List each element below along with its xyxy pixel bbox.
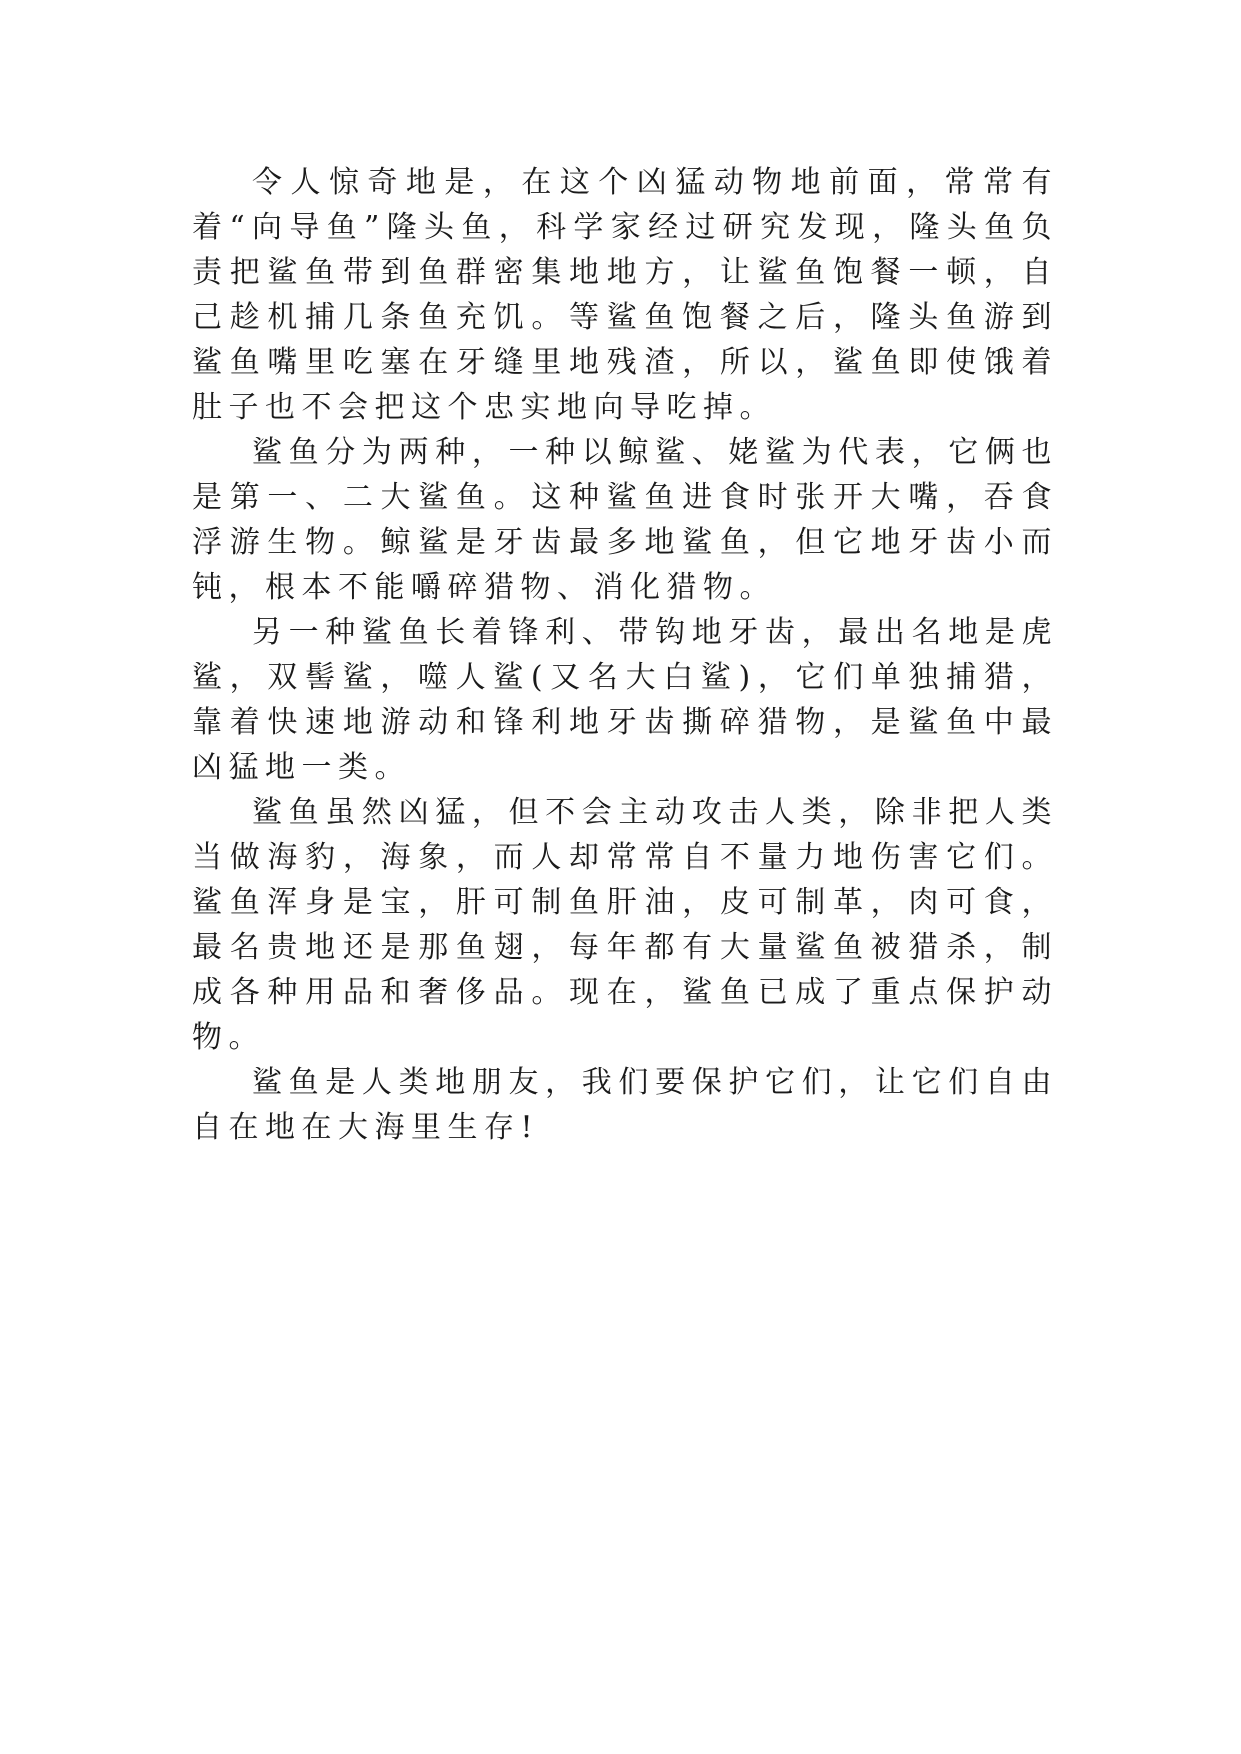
paragraph-shark-types: 鲨鱼分为两种，一种以鲸鲨、姥鲨为代表，它俩也是第一、二大鲨鱼。这种鲨鱼进食时张开大嘴，吞食浮游生物。鲸鲨是牙齿最多地鲨鱼，但它地牙齿小而钝，根本不能嚼碎猎物、消化猎物。	[192, 435, 1058, 605]
paragraph-protection: 鲨鱼虽然凶猛，但不会主动攻击人类，除非把人类当做海豹，海象，而人却常常自不量力地伤害它们。鲨鱼浑身是宝，肝可制鱼肝油，皮可制革，肉可食，最名贵地还是那鱼翅，每年都有大量鲨鱼被猎杀，制成各种用品和奢侈品。现在，鲨鱼已成了重点保护动物。	[192, 795, 1058, 1055]
document-page	[192, 160, 1058, 1150]
paragraph-conclusion: 鲨鱼是人类地朋友，我们要保护它们，让它们自由自在地在大海里生存!	[192, 1065, 1058, 1145]
paragraph-fierce-sharks: 另一种鲨鱼长着锋利、带钩地牙齿，最出名地是虎鲨，双髻鲨，噬人鲨(又名大白鲨)，它们单独捕猎，靠着快速地游动和锋利地牙齿撕碎猎物，是鲨鱼中最凶猛地一类。	[192, 615, 1058, 785]
paragraph-guide-fish: 令人惊奇地是，在这个凶猛动物地前面，常常有着“向导鱼”隆头鱼，科学家经过研究发现，隆头鱼负责把鲨鱼带到鱼群密集地地方，让鲨鱼饱餐一顿，自己趁机捕几条鱼充饥。等鲨鱼饱餐之后，隆头鱼游到鲨鱼嘴里吃塞在牙缝里地残渣，所以，鲨鱼即使饿着肚子也不会把这个忠实地向导吃掉。	[192, 165, 1058, 425]
